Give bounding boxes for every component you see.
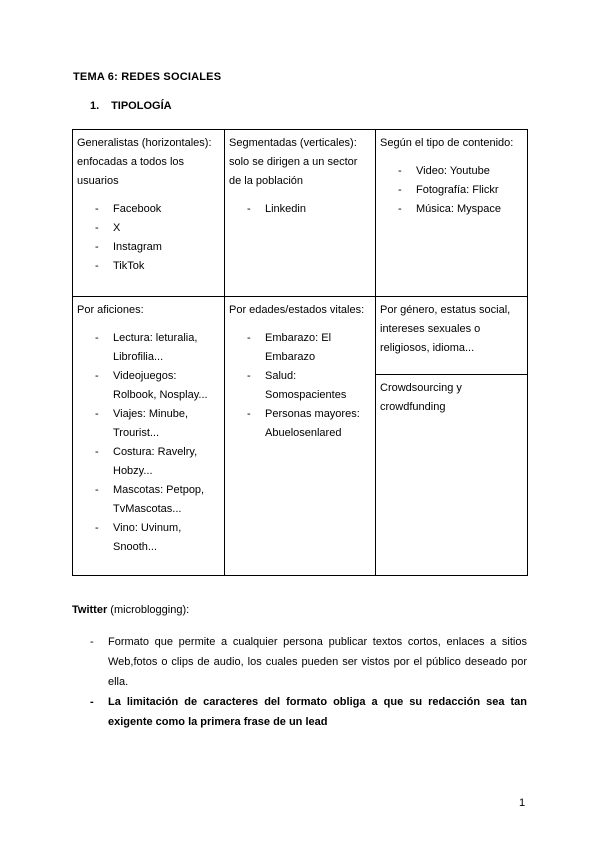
- document-title: TEMA 6: REDES SOCIALES: [73, 71, 222, 83]
- cell-heading: Por edades/estados vitales:: [229, 304, 365, 316]
- list-item: - TikTok: [77, 257, 220, 276]
- list-item: - Viajes: Minube, Trourist...: [77, 405, 220, 443]
- cell-heading: Por aficiones:: [77, 304, 144, 316]
- list-item: - Música: Myspace: [380, 200, 523, 219]
- list-item: - Formato que permite a cualquier persona publicar textos cortos, enlaces a sitios Web,fotos o clips de audio, los cuales pueden ser vistos por el público deseado por ella.: [72, 632, 527, 692]
- list-item: - Facebook: [77, 200, 220, 219]
- cell-heading: Generalistas (horizontales): enfocadas a todos los usuarios: [77, 137, 212, 187]
- list-item: - La limitación de caracteres del formato obliga a que su redacción sea tan exigente como la primera frase de un lead: [72, 692, 527, 732]
- cell-list: [229, 200, 371, 219]
- cell-list: [229, 329, 371, 443]
- section-number: 1.: [90, 100, 100, 112]
- list-item: - Vino: Uvinum, Snooth...: [77, 519, 220, 557]
- list-item: - Salud: Somospacientes: [229, 367, 371, 405]
- section-heading: [90, 100, 172, 112]
- section-title: TIPOLOGÍA: [111, 100, 172, 112]
- list-item: - Videojuegos: Rolbook, Nosplay...: [77, 367, 220, 405]
- twitter-label: Twitter: [72, 604, 108, 616]
- page-number: 1: [519, 797, 526, 809]
- list-item: - Fotografía: Flickr: [380, 181, 523, 200]
- cell-heading: Según el tipo de contenido:: [380, 137, 514, 149]
- list-item: - Personas mayores: Abuelosenlared: [229, 405, 371, 443]
- table-cell-edades: [225, 297, 376, 576]
- list-item: - Linkedin: [229, 200, 371, 219]
- twitter-suffix: (microblogging):: [107, 604, 190, 616]
- table-cell-genero: [376, 297, 528, 576]
- table-cell-segmentadas: [225, 130, 376, 297]
- cell-heading: Segmentadas (verticales): solo se dirigen a un sector de la población: [229, 137, 358, 187]
- table-cell-aficiones: [73, 297, 225, 576]
- twitter-bullets: [72, 632, 527, 732]
- list-item: - Costura: Ravelry, Hobzy...: [77, 443, 220, 481]
- list-item: - Lectura: leturalia, Librofilia...: [77, 329, 220, 367]
- twitter-heading: [72, 604, 189, 616]
- cell-list: [77, 329, 220, 557]
- table-cell-tipo-contenido: [376, 130, 528, 297]
- cell-list: [77, 200, 220, 276]
- list-item: - Mascotas: Petpop, TvMascotas...: [77, 481, 220, 519]
- list-item: - X: [77, 219, 220, 238]
- table-row: [73, 130, 528, 297]
- cell-heading-crowdsourcing: Crowdsourcing y crowdfunding: [380, 382, 462, 413]
- table-cell-generalistas: [73, 130, 225, 297]
- list-item: - Embarazo: El Embarazo: [229, 329, 371, 367]
- typology-table: [72, 129, 528, 576]
- list-item: - Instagram: [77, 238, 220, 257]
- list-item: - Video: Youtube: [380, 162, 523, 181]
- cell-heading-genero: Por género, estatus social, intereses sexuales o religiosos, idioma...: [376, 297, 527, 375]
- table-row: [73, 297, 528, 576]
- cell-list: [380, 162, 523, 219]
